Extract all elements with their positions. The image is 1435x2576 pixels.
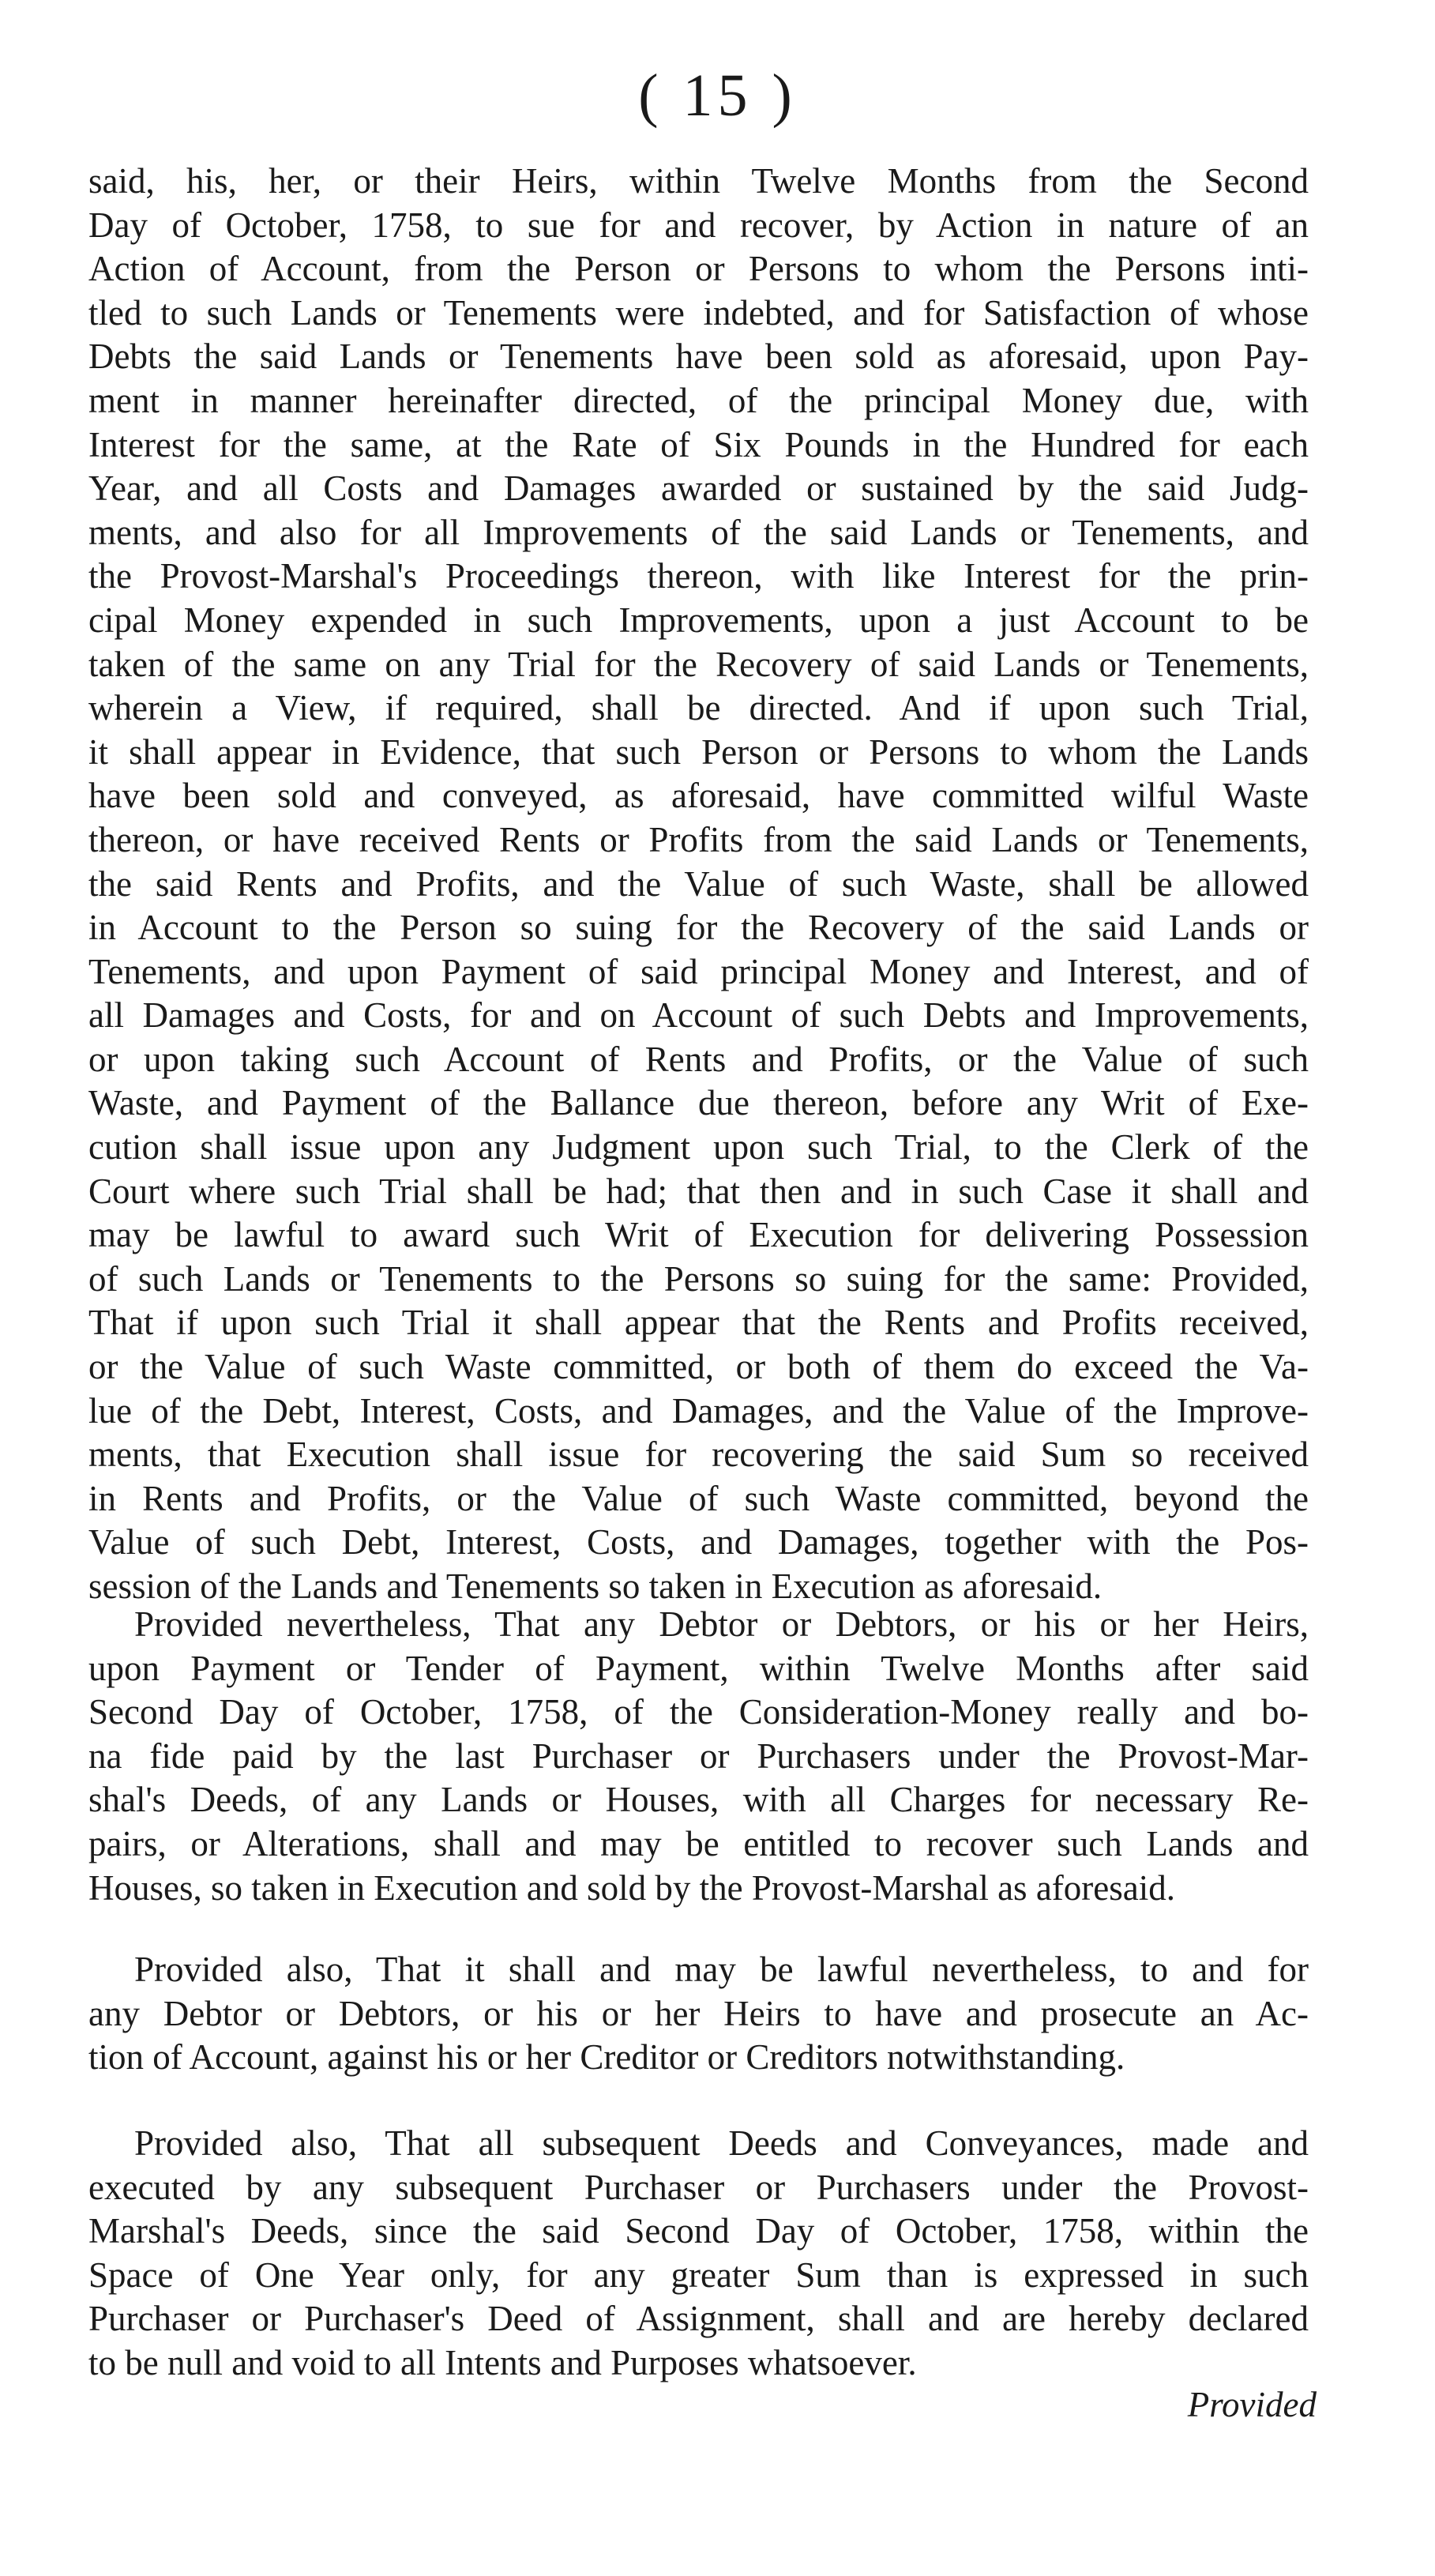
text-line: ments, and also for all Improvements of the said Lands or Tenements, and (88, 512, 1309, 552)
text-line: lue of the Debt, Interest, Costs, and Damages, and the Value of the Improve- (88, 1390, 1309, 1431)
catchword: Provided (1187, 2385, 1317, 2424)
text-line: of such Lands or Tenements to the Persons so suing for the same: Provided, (88, 1258, 1309, 1299)
text-line: to be null and void to all Intents and Purposes whatsoever. (88, 2342, 917, 2382)
text-line: in Account to the Person so suing for the Recovery of the said Lands or (88, 908, 1309, 948)
paragraph-3 (88, 1948, 1309, 2080)
text-line: Marshal's Deeds, since the said Second Day of October, 1758, within the (88, 2211, 1309, 2251)
text-line: cution shall issue upon any Judgment upon such Trial, to the Clerk of the (88, 1127, 1309, 1168)
paragraph-1 (88, 160, 1309, 1609)
text-line: upon Payment or Tender of Payment, within Twelve Months after said (88, 1648, 1309, 1688)
text-line: the Provost-Marshal's Proceedings thereon, with like Interest for the prin- (88, 556, 1309, 596)
paragraph-4 (88, 2122, 1309, 2386)
text-line: the said Rents and Profits, and the Value of such Waste, shall be allowed (88, 863, 1309, 904)
text-line: taken of the same on any Trial for the Recovery of said Lands or Tenements, (88, 644, 1309, 684)
text-line: Value of such Debt, Interest, Costs, and Damages, together with the Pos- (88, 1522, 1309, 1563)
text-line: tled to such Lands or Tenements were indebted, and for Satisfaction of whose (88, 292, 1309, 333)
text-line: it shall appear in Evidence, that such Person or Persons to whom the Lands (88, 731, 1309, 772)
text-line: Provided also, That all subsequent Deeds and Conveyances, made and (134, 2123, 1309, 2163)
text-line: Provided also, That it shall and may be lawful nevertheless, to and for (134, 1950, 1309, 1989)
text-line: Debts the said Lands or Tenements have been sold as aforesaid, upon Pay- (88, 337, 1309, 377)
text-line: That if upon such Trial it shall appear that the Rents and Profits received, (88, 1303, 1309, 1343)
text-line: session of the Lands and Tenements so taken in Execution as aforesaid. (88, 1566, 1103, 1606)
text-line: executed by any subsequent Purchaser or Purchasers under the Provost- (88, 2167, 1309, 2207)
text-line: in Rents and Profits, or the Value of such Waste committed, beyond the (88, 1478, 1309, 1518)
text-line: Day of October, 1758, to sue for and recover, by Action in nature of an (88, 205, 1309, 245)
text-line: Purchaser or Purchaser's Deed of Assignment, shall and are hereby declared (88, 2299, 1309, 2339)
text-line: Tenements, and upon Payment of said principal Money and Interest, and of (88, 951, 1309, 991)
text-line: ments, that Execution shall issue for recovering the said Sum so received (88, 1435, 1309, 1475)
text-line: thereon, or have received Rents or Profits from the said Lands or Tenements, (88, 819, 1309, 859)
text-line: wherein a View, if required, shall be directed. And if upon such Trial, (88, 688, 1309, 728)
text-line: na fide paid by the last Purchaser or Purchasers under the Provost-Mar- (88, 1736, 1309, 1776)
text-line: shal's Deeds, of any Lands or Houses, with all Charges for necessary Re- (88, 1780, 1309, 1820)
text-line: Interest for the same, at the Rate of Six Pounds in the Hundred for each (88, 424, 1309, 464)
text-line: all Damages and Costs, for and on Account of such Debts and Improvements, (88, 995, 1309, 1036)
paragraph-2 (88, 1603, 1309, 1910)
text-line: Second Day of October, 1758, of the Consideration-Money really and bo- (88, 1692, 1309, 1732)
text-line: pairs, or Alterations, shall and may be entitled to recover such Lands and (88, 1823, 1309, 1863)
text-line: or upon taking such Account of Rents and Profits, or the Value of such (88, 1039, 1309, 1079)
text-line: said, his, her, or their Heirs, within Twelve Months from the Second (88, 161, 1309, 201)
text-line: Court where such Trial shall be had; that then and in such Case it shall and (88, 1171, 1309, 1211)
text-line: Year, and all Costs and Damages awarded or sustained by the said Judg- (88, 468, 1309, 509)
text-line: Provided nevertheless, That any Debtor or Debtors, or his or her Heirs, (134, 1604, 1309, 1644)
page-number: ( 15 ) (638, 62, 797, 129)
text-line: may be lawful to award such Writ of Execution for delivering Possession (88, 1215, 1309, 1255)
text-line: cipal Money expended in such Improvements, upon a just Account to be (88, 600, 1309, 640)
text-line: any Debtor or Debtors, or his or her Heirs to have and prosecute an Ac- (88, 1993, 1309, 2033)
text-line: ment in manner hereinafter directed, of the principal Money due, with (88, 380, 1309, 420)
text-line: tion of Account, against his or her Creditor or Creditors notwithstanding. (88, 2037, 1125, 2078)
text-line: Houses, so taken in Execution and sold by the Provost-Marshal as aforesaid. (88, 1867, 1175, 1908)
text-line: Space of One Year only, for any greater Sum than is expressed in such (88, 2254, 1309, 2295)
text-line: or the Value of such Waste committed, or both of them do exceed the Va- (88, 1347, 1309, 1387)
text-line: have been sold and conveyed, as aforesaid, have committed wilful Waste (88, 776, 1309, 816)
text-line: Waste, and Payment of the Ballance due thereon, before any Writ of Exe- (88, 1083, 1309, 1123)
text-line: Action of Account, from the Person or Persons to whom the Persons inti- (88, 249, 1309, 289)
